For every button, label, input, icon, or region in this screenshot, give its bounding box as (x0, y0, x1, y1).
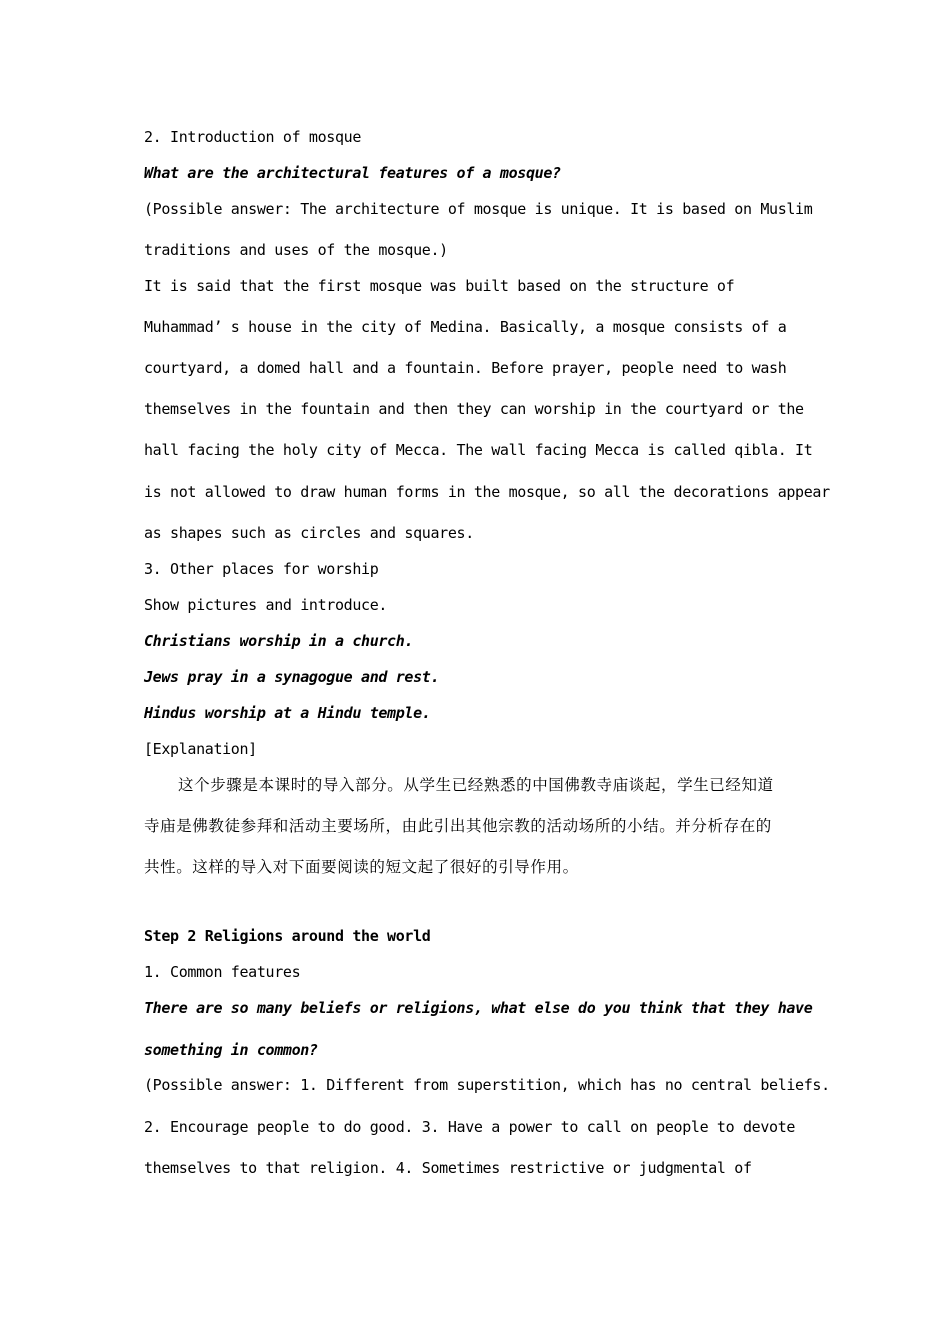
body-line: hall facing the holy city of Mecca. The wall facing Mecca is called qibla. It (144, 441, 813, 459)
step-heading: Step 2 Religions around the world (144, 927, 431, 945)
section-heading-other-places: 3. Other places for worship (144, 560, 379, 578)
example-church: Christians worship in a church. (144, 632, 414, 650)
example-synagogue: Jews pray in a synagogue and rest. (144, 668, 440, 686)
body-line: as shapes such as circles and squares. (144, 524, 474, 542)
explanation-text-line: 这个步骤是本课时的导入部分。从学生已经熟悉的中国佛教寺庙谈起，学生已经知道 (178, 776, 774, 794)
answer-line: (Possible answer: 1. Different from superstition, which has no central beliefs. (144, 1076, 830, 1094)
explanation-text-line: 共性。这样的导入对下面要阅读的短文起了很好的引导作用。 (144, 858, 579, 876)
section-heading-common-features: 1. Common features (144, 963, 301, 981)
question-mosque-features: What are the architectural features of a mosque? (144, 164, 561, 182)
answer-line: (Possible answer: The architecture of mosque is unique. It is based on Muslim (144, 200, 813, 218)
answer-line: themselves to that religion. 4. Sometimes restrictive or judgmental of (144, 1159, 752, 1177)
body-line: It is said that the first mosque was built based on the structure of (144, 277, 735, 295)
body-line: Show pictures and introduce. (144, 596, 388, 614)
example-hindu-temple: Hindus worship at a Hindu temple. (144, 704, 431, 722)
section-heading-mosque: 2. Introduction of mosque (144, 128, 362, 146)
explanation-label: [Explanation] (144, 740, 257, 758)
body-line: Muhammad’ s house in the city of Medina. Basically, a mosque consists of a (144, 318, 787, 336)
explanation-text-line: 寺庙是佛教徒参拜和活动主要场所，由此引出其他宗教的活动场所的小结。并分析存在的 (144, 817, 772, 835)
body-line: is not allowed to draw human forms in the mosque, so all the decorations appear (144, 483, 830, 501)
body-line: themselves in the fountain and then they can worship in the courtyard or the (144, 400, 804, 418)
question-common: something in common? (144, 1041, 318, 1059)
body-line: courtyard, a domed hall and a fountain. Before prayer, people need to wash (144, 359, 787, 377)
question-common: There are so many beliefs or religions, what else do you think that they have (144, 999, 813, 1017)
answer-line: 2. Encourage people to do good. 3. Have a power to call on people to devote (144, 1118, 796, 1136)
answer-line: traditions and uses of the mosque.) (144, 241, 448, 259)
